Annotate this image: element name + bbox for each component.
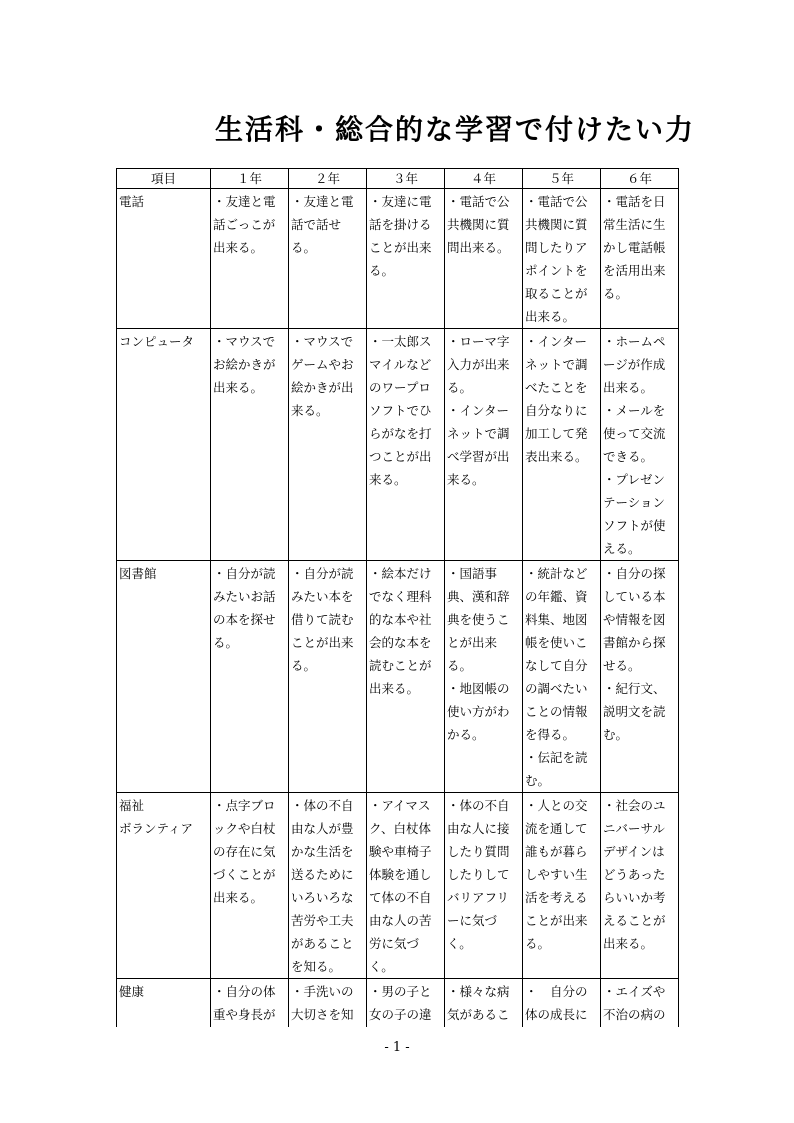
- table-cell: ・点字ブロックや白杖の存在に気づくことが出来る。: [211, 793, 289, 979]
- row-category: 電話: [117, 189, 211, 329]
- table-cell: ・自分が読みたい本を借りて読むことが出来る。: [289, 561, 367, 793]
- table-cell: ・アイマスク、白杖体験や車椅子体験を通して体の不自由な人の苦労に気づく。: [367, 793, 445, 979]
- table-cell: ・自分が読みたいお話の本を探せる。: [211, 561, 289, 793]
- table-cell: ・絵本だけでなく理科的な本や社会的な本を読むことが出来る。: [367, 561, 445, 793]
- table-row-health: [117, 979, 679, 1027]
- table-cell: ・友達と電話ごっこが出来る。: [211, 189, 289, 329]
- table-cell: ・様々な病気があるこ: [445, 979, 523, 1027]
- column-header-grade-2: ２年: [289, 169, 367, 189]
- row-category: 図書館: [117, 561, 211, 793]
- column-header-grade-4: ４年: [445, 169, 523, 189]
- table-cell: ・友達に電話を掛けることが出来る。: [367, 189, 445, 329]
- row-category: 健康: [117, 979, 211, 1027]
- table-cell: ・統計などの年鑑、資料集、地図帳を使いこなして自分の調べたいことの情報を得る。 ・伝記を読む。: [523, 561, 601, 793]
- table-cell: ・体の不自由な人に接したり質問したりしてバリアフリーに気づく。: [445, 793, 523, 979]
- column-header-grade-5: ５年: [523, 169, 601, 189]
- skills-table: [116, 168, 679, 1027]
- table-cell: ・インターネットで調べたことを自分なりに加工して発表出来る。: [523, 329, 601, 561]
- page-title: 生活科・総合的な学習で付けたい力: [215, 113, 696, 146]
- table-cell: ・マウスでお絵かきが出来る。: [211, 329, 289, 561]
- column-header-grade-3: ３年: [367, 169, 445, 189]
- table-cell: ・自分の探している本や情報を図書館から探せる。 ・紀行文、説明文を読む。: [601, 561, 679, 793]
- table-cell: ・ 自分の体の成長に: [523, 979, 601, 1027]
- table-row-computer: [117, 329, 679, 561]
- table-cell: ・友達と電話で話せる。: [289, 189, 367, 329]
- page-number: - 1 -: [384, 1040, 410, 1055]
- table-cell: ・自分の体重や身長が: [211, 979, 289, 1027]
- table-cell: ・手洗いの大切さを知: [289, 979, 367, 1027]
- table-cell: ・人との交流を通して誰もが暮らしやすい生活を考えることが出来る。: [523, 793, 601, 979]
- table-cell: ・男の子と女の子の違: [367, 979, 445, 1027]
- table-cell: ・一太郎スマイルなどのワープロソフトでひらがなを打つことが出来る。: [367, 329, 445, 561]
- table-row-telephone: [117, 189, 679, 329]
- table-cell: ・社会のユニバーサルデザインはどうあったらいいか考えることが出来る。: [601, 793, 679, 979]
- table-cell: ・電話で公共機関に質問したりアポイントを取ることが出来る。: [523, 189, 601, 329]
- table-cell: ・国語事典、漢和辞典を使うことが出来る。 ・地図帳の使い方がわかる。: [445, 561, 523, 793]
- column-header-grade-1: １年: [211, 169, 289, 189]
- table-cell: ・エイズや不治の病の: [601, 979, 679, 1027]
- row-category: 福祉 ボランティア: [117, 793, 211, 979]
- table-row-welfare-volunteer: [117, 793, 679, 979]
- table-cell: ・体の不自由な人が豊かな生活を送るためにいろいろな苦労や工夫があることを知る。: [289, 793, 367, 979]
- table-cell: ・ローマ字入力が出来る。 ・インターネットで調べ学習が出来る。: [445, 329, 523, 561]
- table-row-library: [117, 561, 679, 793]
- row-category: コンピュータ: [117, 329, 211, 561]
- table-cell: ・ホームページが作成出来る。 ・メールを使って交流できる。 ・プレゼンテーションソフトが使える。: [601, 329, 679, 561]
- column-header-grade-6: ６年: [601, 169, 679, 189]
- table-cell: ・電話で公共機関に質問出来る。: [445, 189, 523, 329]
- table-header-row: [117, 169, 679, 189]
- table-cell: ・電話を日常生活に生かし電話帳を活用出来る。: [601, 189, 679, 329]
- table-cell: ・マウスでゲームやお絵かきが出来る。: [289, 329, 367, 561]
- column-header-item: 項目: [117, 169, 211, 189]
